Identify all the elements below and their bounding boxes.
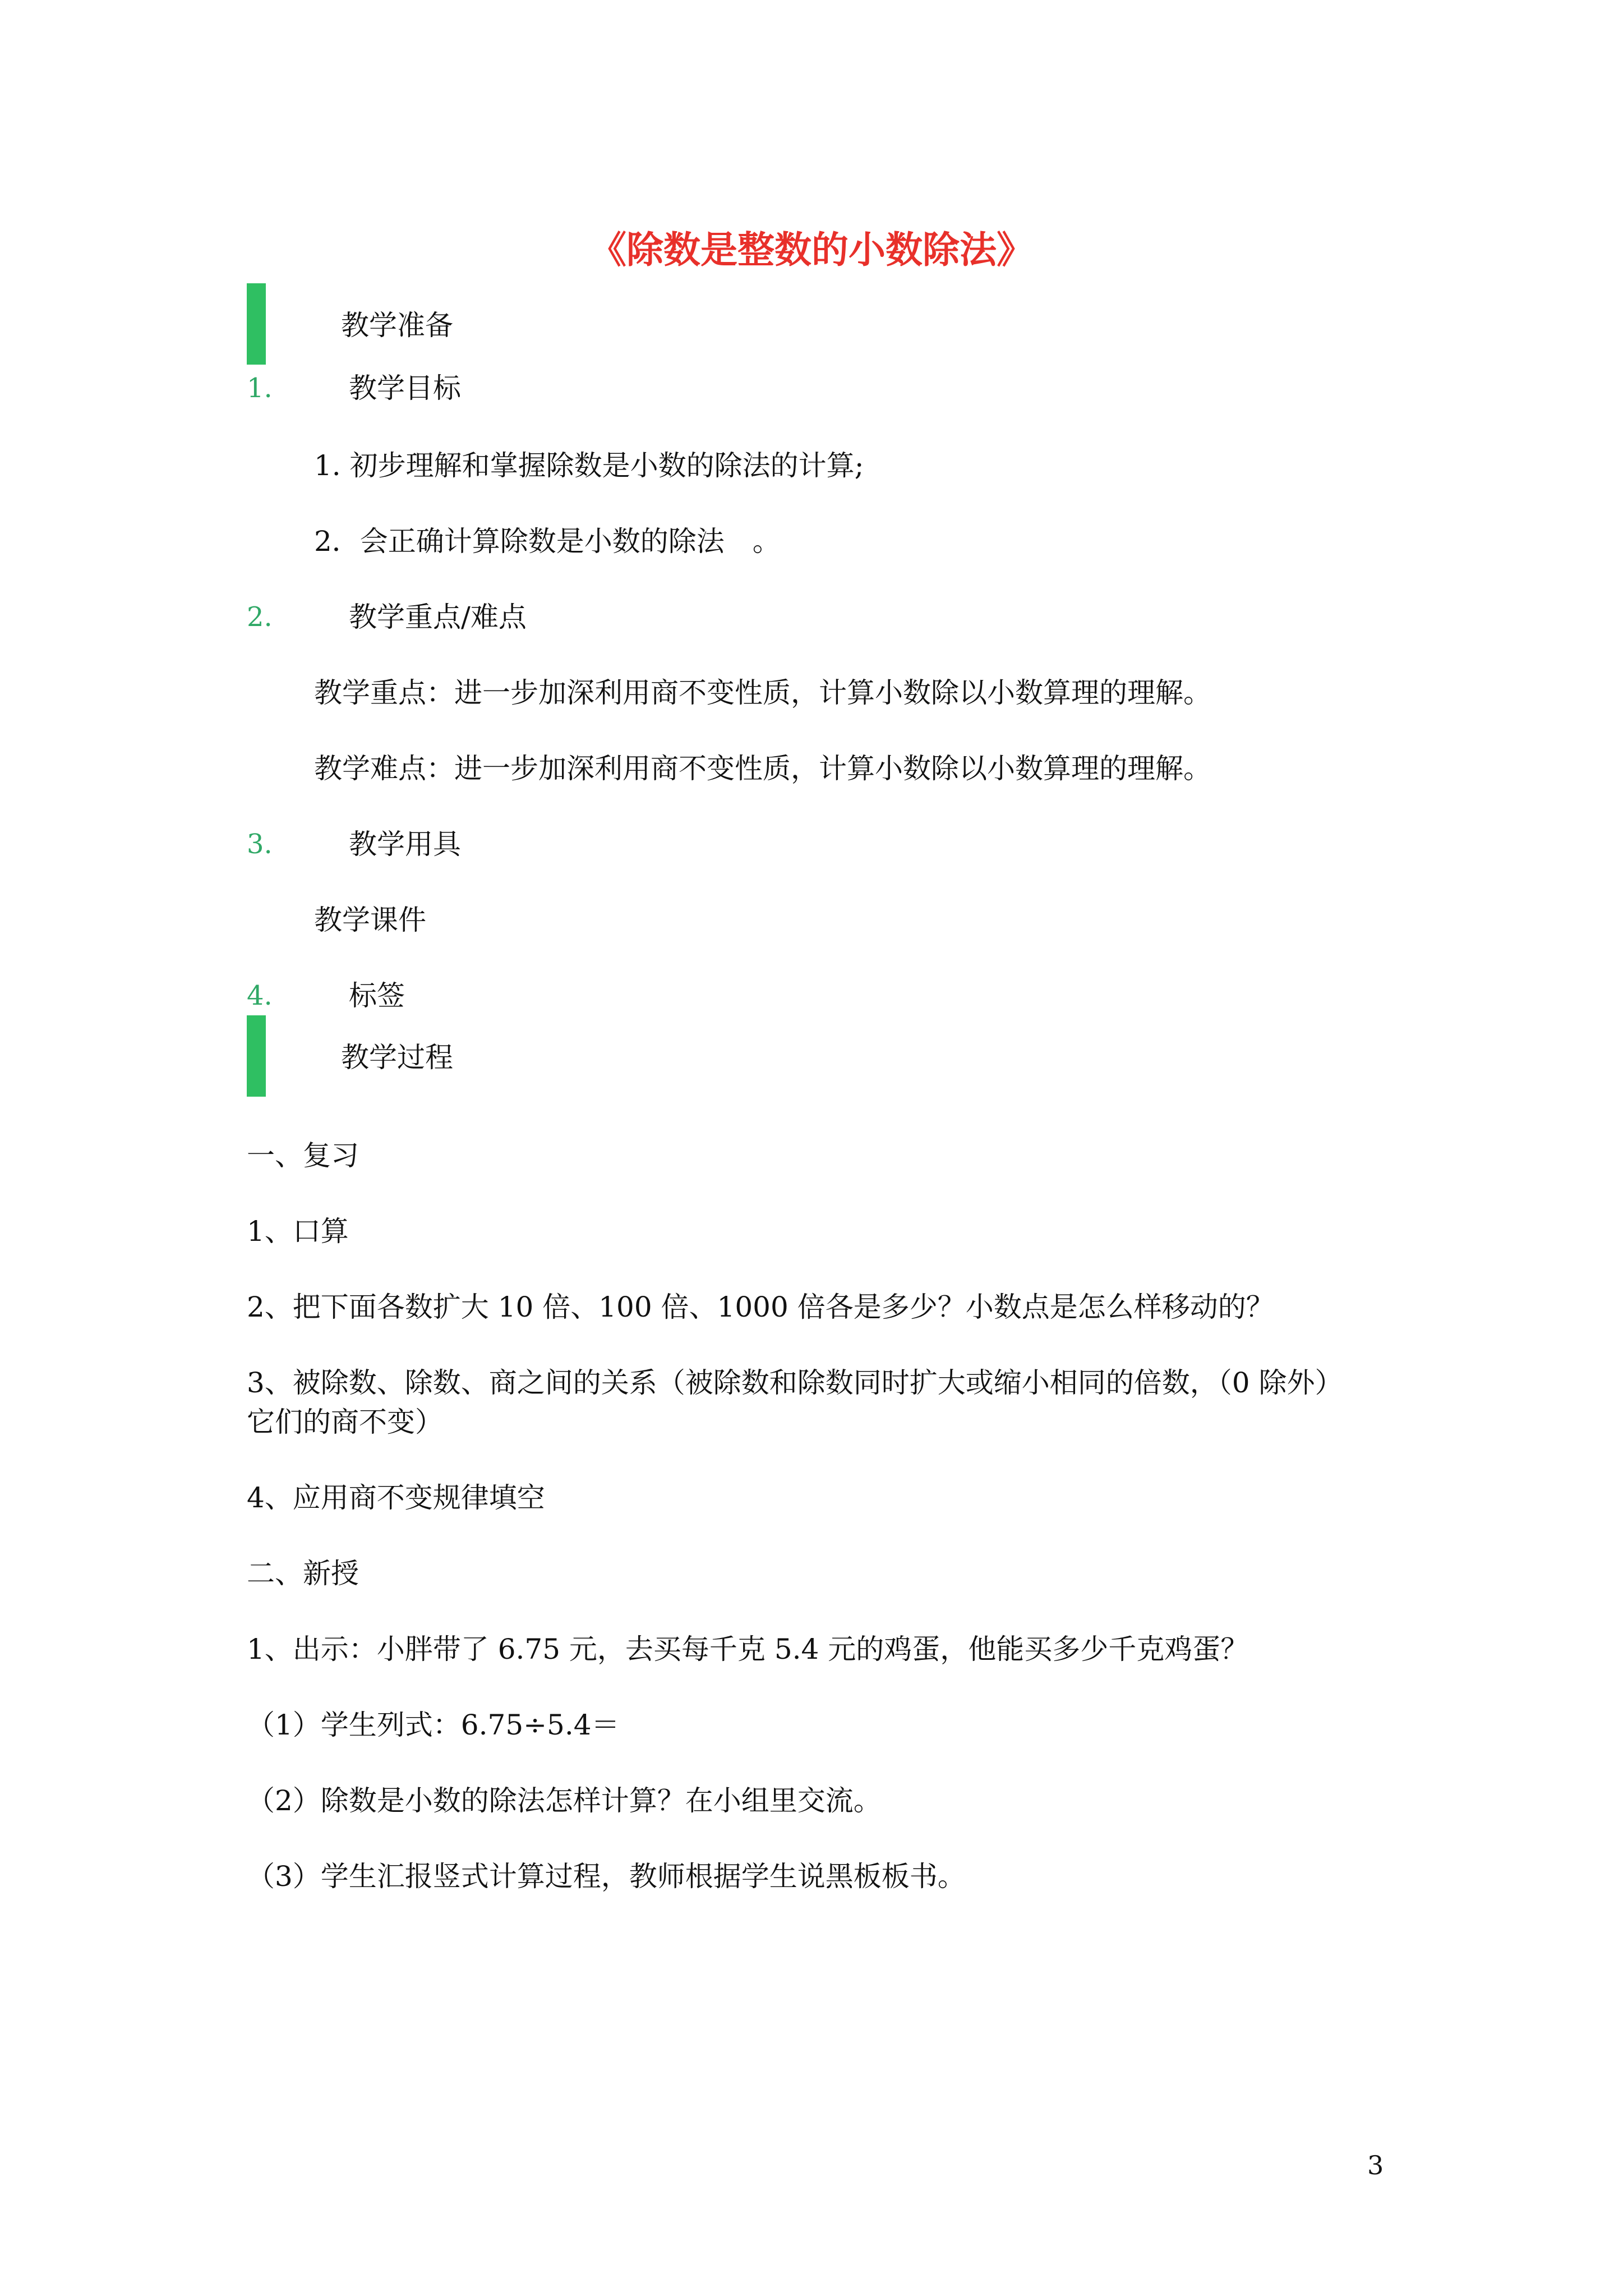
tools-line: 教学课件 — [314, 904, 426, 936]
review-item: 4、应用商不变规律填空 — [247, 1481, 545, 1514]
section-heading-prep: 教学准备 — [341, 309, 453, 342]
new-lesson-item: （2）除数是小数的除法怎样计算？在小组里交流。 — [247, 1784, 882, 1817]
list-item-label: 标签 — [349, 979, 405, 1012]
section-accent-bar — [247, 283, 266, 365]
list-number: 2. — [247, 601, 273, 633]
difficulty-line: 教学难点：进一步加深利用商不变性质，计算小数除以小数算理的理解。 — [314, 752, 1211, 785]
review-item-continued: 它们的商不变） — [247, 1406, 443, 1438]
page-number: 3 — [1367, 2150, 1384, 2180]
new-lesson-item: （1）学生列式：6.75÷5.4＝ — [247, 1709, 620, 1741]
review-item: 1、口算 — [247, 1215, 349, 1248]
review-title: 一、复习 — [247, 1139, 359, 1172]
list-item-label: 教学用具 — [349, 828, 461, 861]
new-lesson-item: 1、出示：小胖带了 6.75 元，去买每千克 5.4 元的鸡蛋，他能买多少千克鸡蛋？ — [247, 1633, 1249, 1665]
review-item: 3、被除数、除数、商之间的关系（被除数和除数同时扩大或缩小相同的倍数，（0 除外） — [247, 1366, 1343, 1399]
list-item-label: 教学重点/难点 — [349, 601, 527, 633]
new-lesson-item: （3）学生汇报竖式计算过程，教师根据学生说黑板板书。 — [247, 1860, 966, 1893]
objective-line: 1. 初步理解和掌握除数是小数的除法的计算; — [314, 449, 864, 482]
section-heading-process: 教学过程 — [341, 1041, 453, 1074]
list-item-label: 教学目标 — [349, 372, 461, 404]
key-point-line: 教学重点：进一步加深利用商不变性质，计算小数除以小数算理的理解。 — [314, 677, 1211, 709]
section-accent-bar — [247, 1015, 266, 1097]
new-lesson-title: 二、新授 — [247, 1557, 359, 1590]
review-item: 2、把下面各数扩大 10 倍、100 倍、1000 倍各是多少？小数点是怎么样移动的？ — [247, 1291, 1274, 1323]
list-number: 1. — [247, 372, 273, 404]
list-number: 4. — [247, 980, 273, 1011]
objective-line: 2．会正确计算除数是小数的除法 。 — [314, 525, 781, 558]
document-title: 《除数是整数的小数除法》 — [589, 228, 1034, 272]
list-number: 3. — [247, 829, 273, 860]
